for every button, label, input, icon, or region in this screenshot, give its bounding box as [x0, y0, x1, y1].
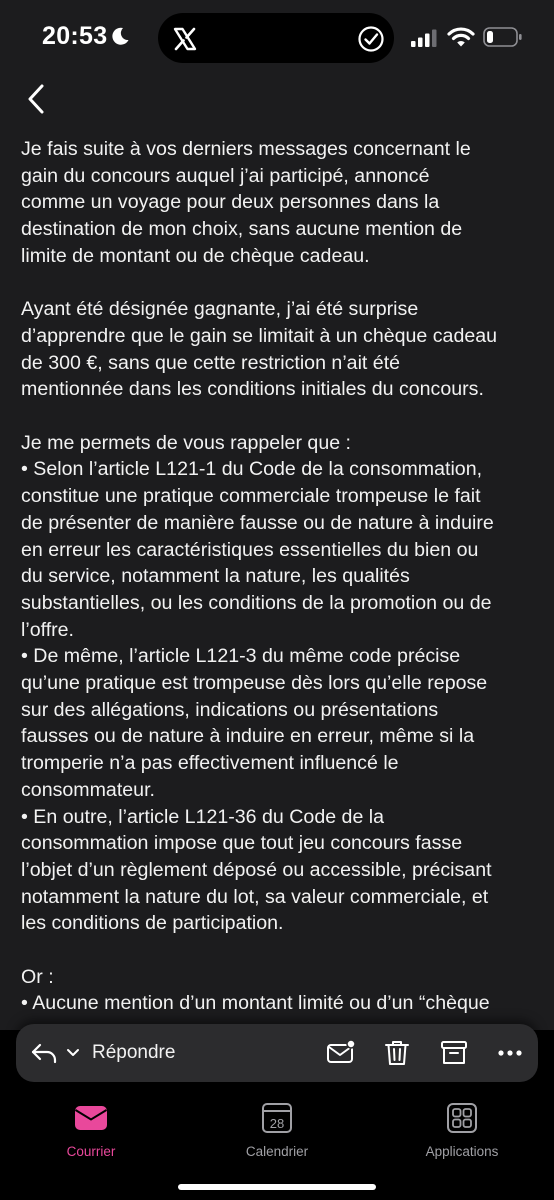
mark-unread-icon[interactable]: [326, 1038, 356, 1068]
text-line: Ayant été désignée gagnante, j’ai été surprise: [21, 298, 419, 321]
back-button[interactable]: [18, 80, 58, 120]
calendar-icon: [259, 1102, 295, 1134]
paragraph-4: [21, 964, 541, 1017]
paragraph-2: [21, 296, 541, 403]
tab-applications[interactable]: [392, 1102, 532, 1159]
text-line: Je me permets de vous rappeler que :: [21, 431, 352, 454]
reply-button[interactable]: [30, 1036, 175, 1070]
text-line: limite de montant ou de chèque cadeau.: [21, 244, 370, 267]
text-line: constitue une pratique commerciale trompeuse le fait: [21, 485, 481, 508]
text-line: • En outre, l’article L121-36 du Code de la: [21, 805, 385, 828]
text-line: substantielles, ou les conditions de la promotion ou de: [21, 591, 492, 614]
text-line: Or :: [21, 965, 54, 988]
wifi-icon: [447, 26, 475, 48]
tab-applications-label: Applications: [425, 1144, 499, 1159]
tab-calendrier[interactable]: [207, 1102, 347, 1159]
text-line: consommateur.: [21, 778, 155, 801]
text-line: de présenter de manière fausse ou de nature à induire: [21, 511, 494, 534]
text-line: fausses ou de nature à induire en erreur, même si la: [21, 725, 475, 748]
reply-icon[interactable]: [30, 1041, 58, 1065]
text-line: Je fais suite à vos derniers messages concernant le: [21, 138, 471, 160]
mail-icon: [73, 1102, 109, 1134]
text-line: notamment la nature du lot, sa valeur commerciale, et: [21, 885, 489, 908]
text-line: l’offre.: [21, 618, 75, 641]
text-line: de 300 €, sans que cette restriction n’ait été: [21, 351, 401, 374]
check-circle-icon[interactable]: [357, 25, 385, 53]
reply-action-bar: [16, 1024, 538, 1082]
apps-grid-icon: [444, 1102, 480, 1134]
text-line: • Selon l’article L121-1 du Code de la consommation,: [21, 458, 483, 481]
text-line: • Aucune mention d’un montant limité ou d’un “chèque: [21, 992, 490, 1015]
tab-calendrier-label: Calendrier: [245, 1144, 309, 1159]
message-body[interactable]: [0, 130, 554, 1030]
battery-icon: [483, 26, 523, 48]
text-line: consommation impose que tout jeu concours fasse: [21, 832, 463, 855]
tab-courrier[interactable]: [21, 1102, 161, 1159]
text-line: comme un voyage pour deux personnes dans la: [21, 191, 440, 214]
text-line: gain du concours auquel j’ai participé, annoncé: [21, 164, 430, 187]
text-line: du service, notamment la nature, les qualités: [21, 565, 410, 588]
calendar-day-number: 28: [269, 1116, 285, 1131]
paragraph-3: [21, 430, 541, 937]
moon-icon: [110, 26, 130, 46]
text-line: d’apprendre que le gain se limitait à un chèque cadeau: [21, 324, 498, 347]
status-time: 20:53: [42, 22, 108, 50]
text-line: tromperie n’a pas effectivement influencé le: [21, 752, 399, 775]
text-line: en erreur les caractéristiques essentielles du bien ou: [21, 538, 479, 561]
home-indicator[interactable]: [178, 1184, 376, 1190]
signal-icon: [410, 28, 438, 48]
tab-courrier-label: Courrier: [66, 1144, 116, 1159]
more-icon[interactable]: [495, 1038, 525, 1068]
text-line: destination de mon choix, sans aucune mention de: [21, 218, 463, 241]
message-header: [0, 78, 554, 130]
chevron-down-icon[interactable]: [66, 1048, 80, 1058]
text-line: l’objet d’un règlement déposé ou accessible, précisant: [21, 858, 492, 881]
x-logo-icon[interactable]: [172, 26, 198, 52]
text-line: qu’une pratique est trompeuse dès lors qu’elle repose: [21, 672, 488, 695]
text-line: • De même, l’article L121-3 du même code précise: [21, 645, 461, 668]
archive-icon[interactable]: [439, 1038, 469, 1068]
status-bar: [0, 0, 554, 78]
paragraph-1: [21, 136, 541, 270]
reply-label[interactable]: Répondre: [92, 1042, 176, 1063]
text-line: sur des allégations, indications ou présentations: [21, 698, 439, 721]
message-text: [21, 136, 541, 1030]
text-line: mentionnée dans les conditions initiales du concours.: [21, 378, 484, 401]
trash-icon[interactable]: [382, 1038, 412, 1068]
text-line: les conditions de participation.: [21, 912, 284, 935]
